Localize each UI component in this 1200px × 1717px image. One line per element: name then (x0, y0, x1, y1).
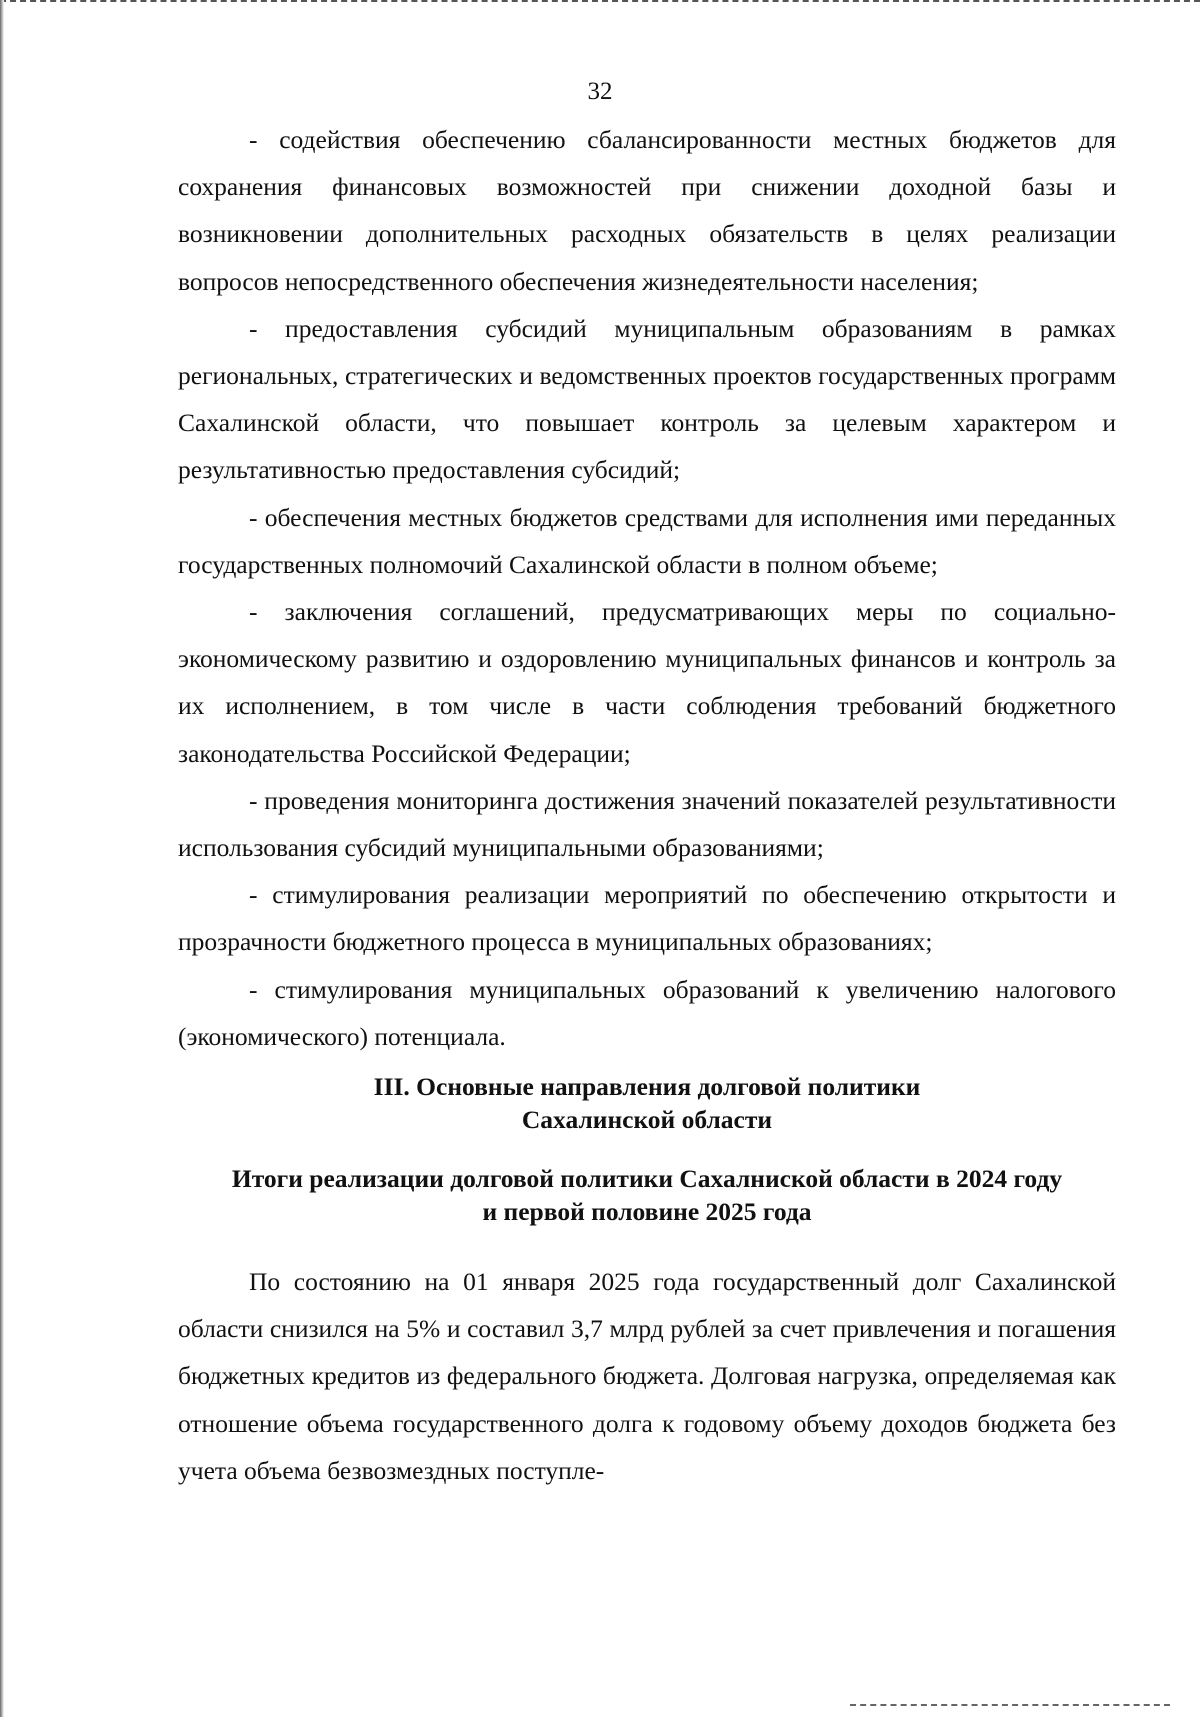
section-heading (178, 1070, 1116, 1136)
page-number: 32 (587, 78, 613, 105)
list-item: - проведения мониторинга достижения значений показателей результативности использования субсидий муниципальными образованиями; (178, 785, 1116, 863)
list-item: - стимулирования муниципальных образований к увеличению налогового (экономического) потенциала. (178, 974, 1116, 1051)
list-item: - содействия обеспечению сбалансированности местных бюджетов для сохранения финансовых возможностей при снижении доходной базы и возникновении дополнительных расходных обязательств в целях реализации вопросов непосредственного обеспечения жизнедеятельности населения; (178, 125, 1116, 296)
list-item: - заключения соглашений, предусматривающих меры по социально-экономическому развитию и оздоровлению муниципальных финансов и контроль за их исполнением, в том числе в части соблюдения требований бюджетного законодательства Российской Федерации; (178, 597, 1116, 768)
list-item: - предоставления субсидий муниципальным образованиям в рамках региональных, стратегических и ведомственных проектов государственных программ Сахалинской области, что повышает контроль за целевым характером и результативностью предоставления субсидий; (178, 313, 1116, 485)
document-body (178, 116, 1116, 1494)
subsection-heading-line: и первой половине 2025 года (482, 1197, 812, 1227)
section-heading-line: III. Основные направления долговой политики (373, 1072, 921, 1102)
subsection-heading-line: Итоги реализации долговой политики Сахалниской области в 2024 году (231, 1164, 1063, 1194)
list-item: - обеспечения местных бюджетов средствами для исполнения ими переданных государственных полномочий Сахалинской области в полном объеме; (178, 502, 1116, 579)
scan-edge-left (0, 0, 4, 1717)
subsection-heading (178, 1162, 1116, 1228)
scan-edge-bottom (850, 1704, 1170, 1709)
body-paragraph: По состоянию на 01 января 2025 года государственный долг Сахалинской области снизился на 5% и составил 3,7 млрд рублей за счет привлечения и погашения бюджетных кредитов из федерального бюджета. Долговая нагрузка, определяемая как отношение объема государственного долга к годовому объему доходов бюджета без учета объема безвозмездных поступле- (178, 1267, 1116, 1485)
scan-edge-top (0, 0, 1200, 5)
section-heading-line: Сахалинской области (521, 1105, 773, 1135)
list-item: - стимулирования реализации мероприятий по обеспечению открытости и прозрачности бюджетного процесса в муниципальных образованиях; (178, 880, 1116, 957)
